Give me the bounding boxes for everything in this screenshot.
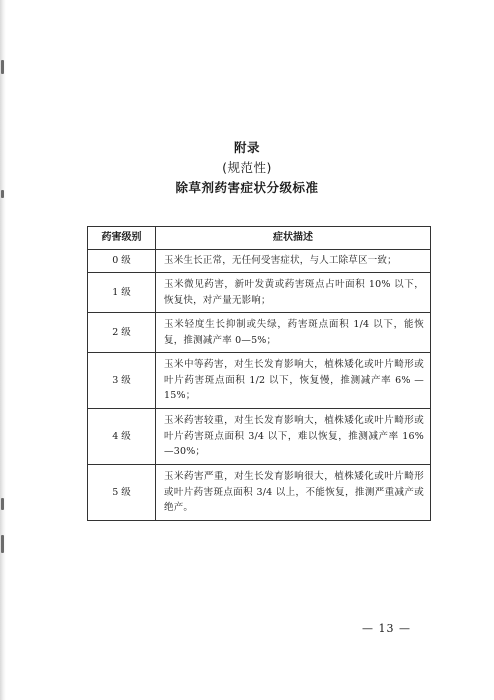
table-row xyxy=(88,465,431,521)
table-row xyxy=(88,409,431,465)
grade-description: 玉米药害较重，对生长发育影响大，植株矮化或叶片畸形或叶片药害斑点面积 3/4 以下，难以恢复，推测减产率 16% —30%； xyxy=(156,409,431,465)
grade-level: 0 级 xyxy=(88,250,156,273)
grade-description: 玉米药害严重，对生长发育影响很大，植株矮化或叶片畸形或叶片药害斑点面积 3/4 以上，不能恢复，推测严重减产或绝产。 xyxy=(156,465,431,521)
binding-mark xyxy=(1,535,4,553)
grade-level: 4 级 xyxy=(88,409,156,465)
grade-description: 玉米中等药害，对生长发育影响大，植株矮化或叶片畸形或叶片药害斑点面积 1/2 以下，恢复慢，推测减产率 6% —15%； xyxy=(156,353,431,409)
table-row xyxy=(88,273,431,313)
grade-level: 1 级 xyxy=(88,273,156,313)
table-row xyxy=(88,353,431,409)
table-row xyxy=(88,313,431,353)
grade-level: 5 级 xyxy=(88,465,156,521)
header-level: 药害级别 xyxy=(88,227,156,250)
grade-description: 玉米轻度生长抑制或失绿，药害斑点面积 1/4 以下，能恢复，推测减产率 0—5%； xyxy=(156,313,431,353)
appendix-title: 附录 xyxy=(233,140,260,155)
grade-level: 3 级 xyxy=(88,353,156,409)
grade-description: 玉米生长正常，无任何受害症状，与人工除草区一致； xyxy=(156,250,431,273)
appendix-heading xyxy=(0,138,494,198)
page-number: — 13 — xyxy=(362,622,411,635)
header-description: 症状描述 xyxy=(156,227,431,250)
table-caption: 除草剂药害症状分级标准 xyxy=(175,180,319,195)
table-header-row xyxy=(88,227,431,250)
grade-description: 玉米微见药害，新叶发黄或药害斑点占叶面积 10% 以下，恢复快，对产量无影响； xyxy=(156,273,431,313)
grade-level: 2 级 xyxy=(88,313,156,353)
injury-grade-table xyxy=(87,226,431,521)
page-binding-edge xyxy=(0,0,6,700)
appendix-type: (规范性) xyxy=(222,160,272,175)
binding-mark xyxy=(1,498,4,510)
binding-mark xyxy=(1,60,4,74)
table-row xyxy=(88,250,431,273)
